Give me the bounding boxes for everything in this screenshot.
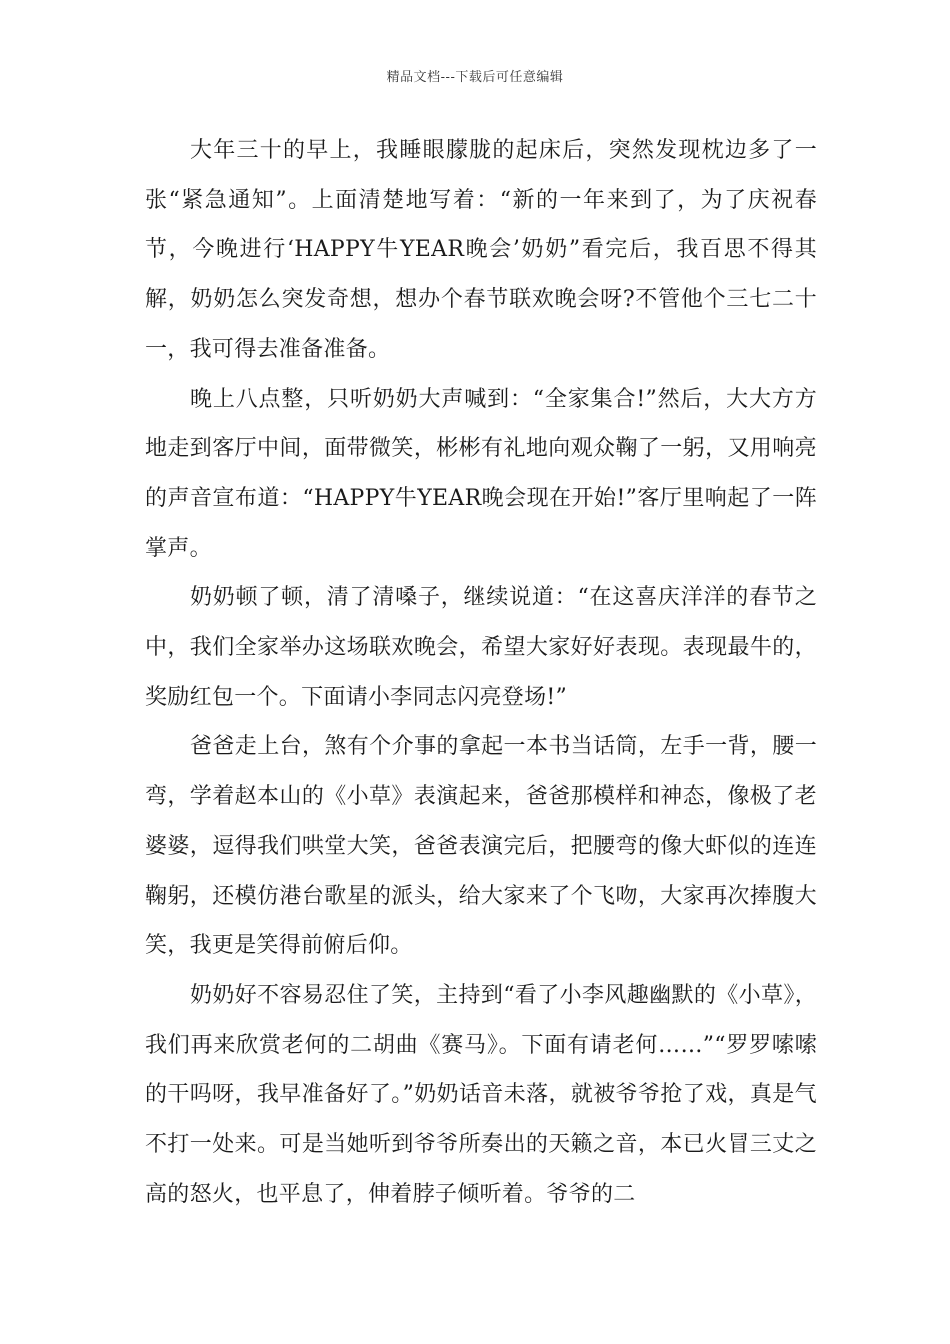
document-body	[145, 126, 817, 1219]
paragraph-3: 奶奶顿了顿，清了清嗓子，继续说道：“在这喜庆洋洋的春节之中，我们全家举办这场联欢晚会，希望大家好好表现。表现最牛的，奖励红包一个。下面请小李同志闪亮登场!”	[145, 585, 817, 710]
paragraph-4: 爸爸走上台，煞有个介事的拿起一本书当话筒，左手一背，腰一弯，学着赵本山的《小草》表演起来，爸爸那模样和神态，像极了老婆婆，逗得我们哄堂大笑，爸爸表演完后，把腰弯的像大虾似的连连鞠躬，还模仿港台歌星的派头，给大家来了个飞吻，大家再次捧腹大笑，我更是笑得前俯后仰。	[145, 734, 817, 959]
paragraph-5: 奶奶好不容易忍住了笑，主持到“看了小李风趣幽默的《小草》，我们再来欣赏老何的二胡曲《赛马》。下面有请老何……”“罗罗嗦嗦的干吗呀，我早准备好了。”奶奶话音未落，就被爷爷抢了戏，真是气不打一处来。可是当她听到爷爷所奏出的天籁之音，本已火冒三丈之高的怒火，也平息了，伸着脖子倾听着。爷爷的二	[145, 982, 817, 1207]
page-header: 精品文档---下载后可任意编辑	[386, 70, 564, 85]
paragraph-2: 晚上八点整，只听奶奶大声喊到：“全家集合!”然后，大大方方地走到客厅中间，面带微笑，彬彬有礼地向观众鞠了一躬，又用响亮的声音宣布道：“HAPPY牛YEAR晚会现在开始!”客厅里响起了一阵掌声。	[145, 386, 817, 561]
paragraph-1: 大年三十的早上，我睡眼朦胧的起床后，突然发现枕边多了一张“紧急通知”。上面清楚地写着：“新的一年来到了，为了庆祝春节，今晚进行‘HAPPY牛YEAR晚会’奶奶”看完后，我百思不得其解，奶奶怎么突发奇想，想办个春节联欢晚会呀?不管他个三七二十一，我可得去准备准备。	[145, 138, 817, 362]
